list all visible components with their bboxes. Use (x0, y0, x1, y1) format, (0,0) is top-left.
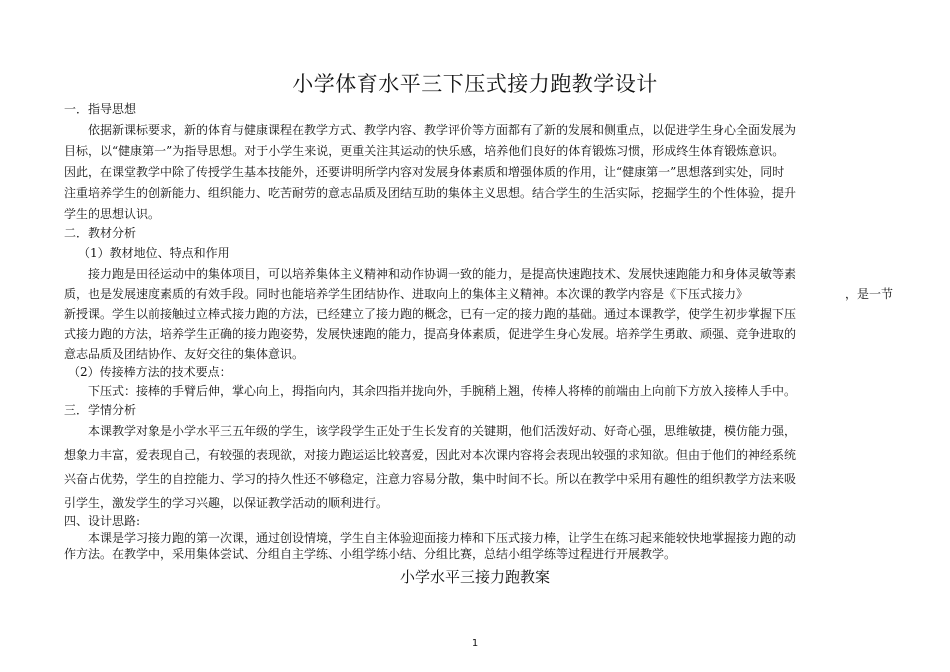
paragraph-line-tail: ，是一节 (845, 287, 894, 301)
paragraph-line: 想象力丰富，爱表现自己，有较强的表现欲，对接力跑运运比较喜爱，因此对本次课内容将会表现出较强的求知欲。但由于他们的神经系统 (64, 448, 797, 462)
paragraph-line: 目标，以“健康第一”为指导思想。对于小学生来说，更重关注其运动的快乐感，培养他们良好的体育锻炼习惯，形成终生体育锻炼意识。 (64, 144, 785, 158)
document-title: 小学体育水平三下压式接力跑教学设计 (292, 72, 658, 96)
section-heading-guiding-thought: 一．指导思想 (64, 102, 137, 116)
paragraph-line: 本课是学习接力跑的第一次课，通过创设情境，学生自主体验迎面接力棒和下压式接力棒，让学生在练习起来能较快地掌握接力跑的动 (88, 531, 797, 545)
paragraph-line: 因此，在课堂教学中除了传授学生基本技能外，还要讲明所学内容对发展身体素质和增强体质的作用，让“健康第一”思想落到实处，同时 (64, 165, 785, 179)
subsection-heading: （1）教材地位、特点和作用 (78, 246, 230, 260)
paragraph-line: 式接力跑的方法，培养学生正确的接力跑姿势，发展快速跑的能力，提高身体素质，促进学生身心发展。培养学生勇敢、顽强、竞争进取的 (64, 327, 797, 341)
lesson-plan-subtitle: 小学水平三接力跑教案 (399, 568, 550, 586)
paragraph-line: 接力跑是田径运动中的集体项目，可以培养集体主义精神和动作协调一致的能力，是提高快速跑技术、发展快速跑能力和身体灵敏等素 (88, 267, 797, 281)
paragraph-line: 下压式：接棒的手臂后伸，掌心向上，拇指向内，其余四指并拢向外，手腕稍上翘，传棒人将棒的前端由上向前下方放入接棒人手中。 (88, 384, 797, 398)
section-heading-design-idea: 四、设计思路: (64, 514, 141, 528)
paragraph-line: 学生的思想认识。 (64, 207, 161, 221)
paragraph-line: 注重培养学生的创新能力、组织能力、吃苦耐劳的意志品质及团结互助的集体主义思想。结合学生的生活实际，挖掘学生的个性体验，提升 (64, 186, 797, 200)
paragraph-line: 意志品质及团结协作、友好交往的集体意识。 (64, 347, 305, 361)
section-heading-learner-analysis: 三．学情分析 (64, 403, 137, 417)
paragraph-line: 本课教学对象是小学水平三五年级的学生，该学段学生正处于生长发育的关键期，他们活泼好动、好奇心强，思维敏捷，模仿能力强， (88, 424, 797, 438)
paragraph-line: 兴奋占优势，学生的自控能力、学习的持久性还不够稳定，注意力容易分散，集中时间不长。所以在教学中采用有趣性的组织教学方法来吸 (64, 472, 797, 486)
paragraph-line: 质，也是发展速度素质的有效手段。同时也能培养学生团结协作、进取向上的集体主义精神。本次课的教学内容是《下压式接力》 (64, 287, 749, 301)
page-number: 1 (471, 638, 479, 649)
paragraph-line: 依据新课标要求，新的体育与健康课程在教学方式、教学内容、教学评价等方面都有了新的发展和侧重点，以促进学生身心全面发展为 (88, 123, 797, 137)
paragraph-line: 新授课。学生以前接触过立棒式接力跑的方法，已经建立了接力跑的概念，已有一定的接力跑的基础。通过本课教学，使学生初步掌握下压 (64, 307, 797, 321)
paragraph-line: 引学生，激发学生的学习兴趣，以保证教学活动的顺利进行。 (64, 496, 389, 510)
paragraph-line: 作方法。在教学中，采用集体尝试、分组自主学练、小组学练小结、分组比赛，总结小组学练等过程进行开展教学。 (64, 547, 677, 561)
section-heading-material-analysis: 二．教材分析 (64, 226, 137, 240)
subsection-heading: （2）传接棒方法的技术要点： (68, 365, 232, 379)
